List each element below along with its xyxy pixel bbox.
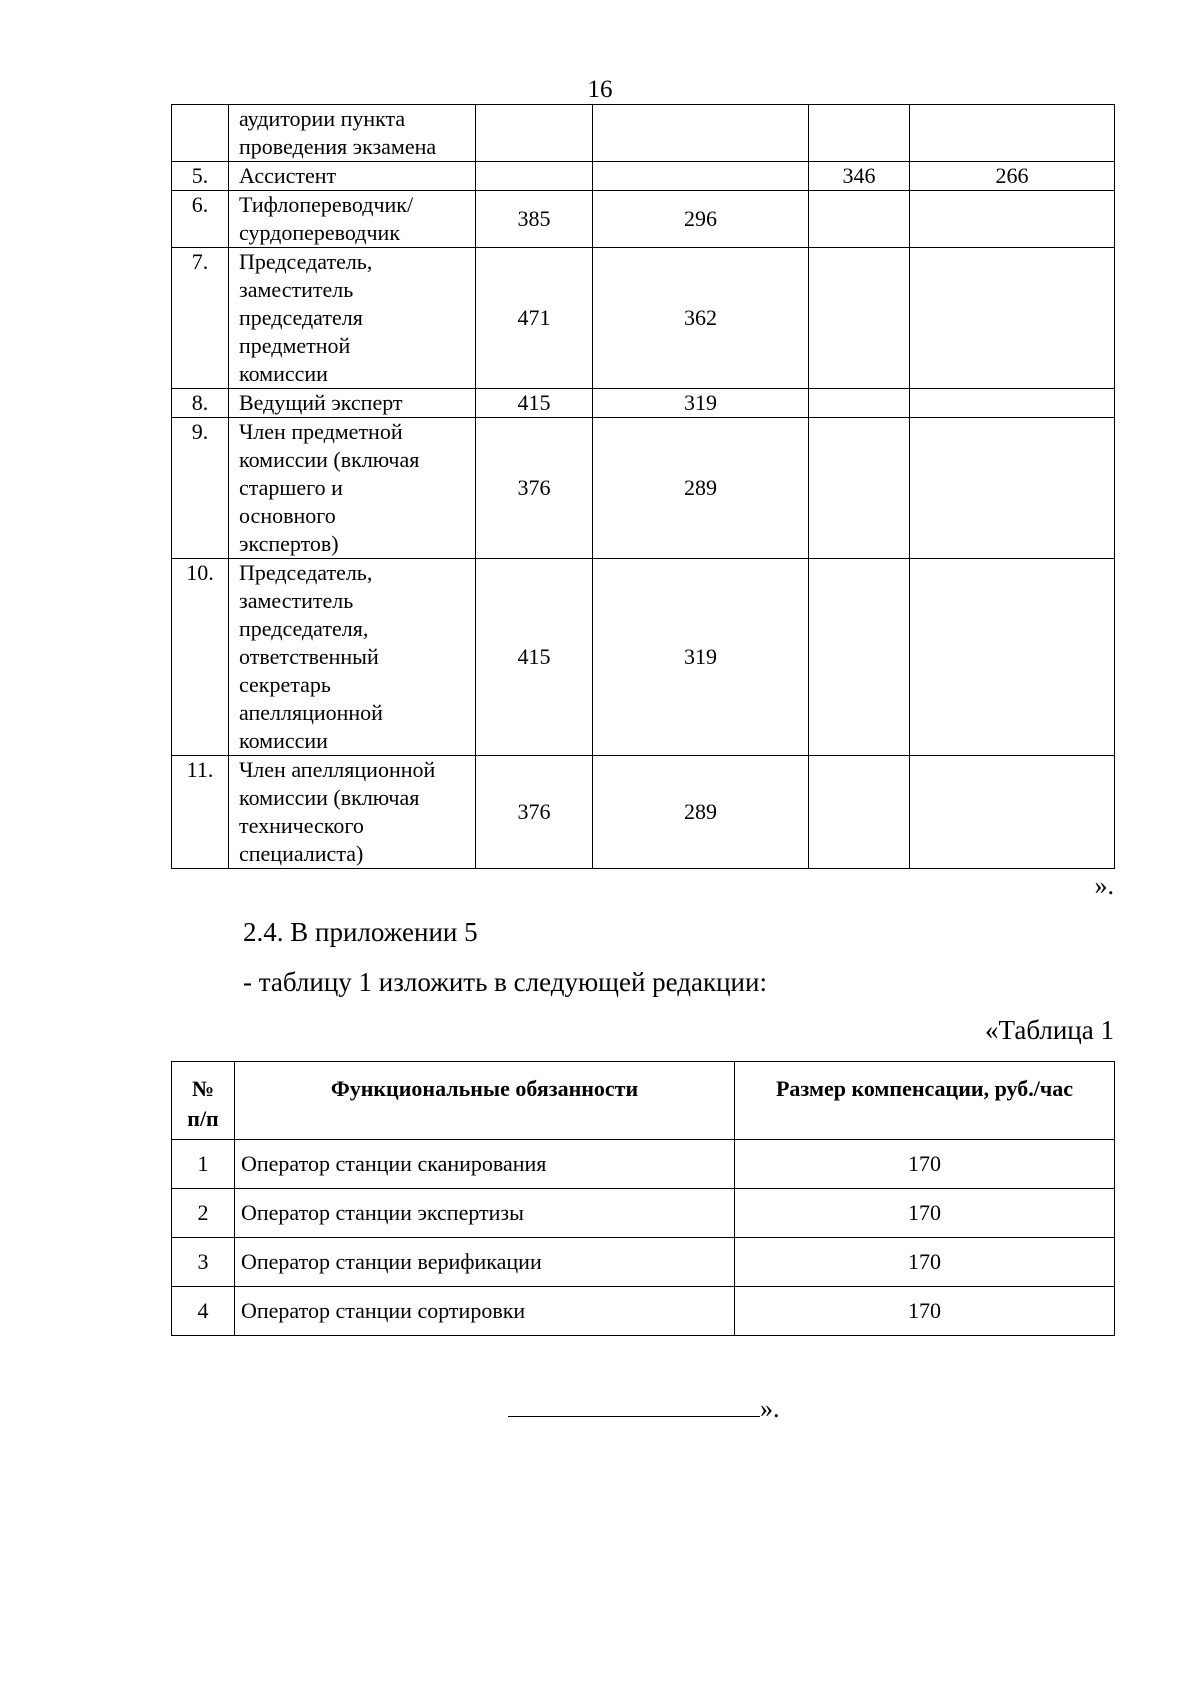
table-row: [172, 1287, 1115, 1336]
role-text-line: комиссии (включая: [239, 785, 420, 810]
rate-cell-c1: [476, 162, 593, 191]
table-row: [172, 1189, 1115, 1238]
row-number: 4: [172, 1287, 235, 1336]
table-row: [172, 1140, 1115, 1189]
rate-cell-c4: [910, 105, 1115, 162]
rate-cell-c3: [809, 248, 910, 389]
row-amount: 170: [735, 1238, 1115, 1287]
rate-cell-c1: [476, 105, 593, 162]
row-number: 10.: [172, 559, 229, 756]
rate-cell-c3: [809, 105, 910, 162]
role-text-line: Ассистент: [239, 163, 337, 188]
table-header-row: [172, 1062, 1115, 1140]
role-text-line: Тифлопереводчик/: [239, 192, 414, 217]
row-role: [229, 248, 476, 389]
role-text-line: аудитории пункта: [239, 106, 406, 131]
row-role: [229, 191, 476, 248]
header-num-symbol: №: [191, 1076, 215, 1101]
header-num-abbr: п/п: [187, 1106, 219, 1131]
compensation-table: [171, 1061, 1115, 1336]
role-text-line: комиссии (включая: [239, 447, 420, 472]
role-text-line: предметной: [239, 333, 351, 358]
rate-cell-c4: [910, 559, 1115, 756]
table-caption: «Таблица 1: [985, 1015, 1114, 1045]
rate-cell-c1: 385: [476, 191, 593, 248]
role-text-line: Председатель,: [239, 249, 373, 274]
row-number: 9.: [172, 418, 229, 559]
table-row: [172, 162, 1115, 191]
row-number: 2: [172, 1189, 235, 1238]
rate-cell-c2: [593, 105, 809, 162]
role-text-line: председателя: [239, 305, 363, 330]
header-num: [172, 1062, 235, 1140]
closing-quote: ».: [1094, 871, 1114, 900]
role-text-line: технического: [239, 813, 364, 838]
amendment-paragraph: 2.4. В приложении 5: [243, 917, 478, 947]
row-number: 7.: [172, 248, 229, 389]
rate-cell-c4: [910, 191, 1115, 248]
role-text-line: проведения экзамена: [239, 134, 437, 159]
row-amount: 170: [735, 1189, 1115, 1238]
role-text-line: старшего и: [239, 475, 343, 500]
table-row: [172, 418, 1115, 559]
table-row: [172, 756, 1115, 869]
table-row: [172, 389, 1115, 418]
rate-cell-c3: [809, 756, 910, 869]
header-duties: Функциональные обязанности: [235, 1062, 735, 1140]
role-text-line: секретарь: [239, 672, 331, 697]
page-number: 16: [587, 76, 613, 103]
table-row: [172, 105, 1115, 162]
role-text-line: Председатель,: [239, 560, 373, 585]
row-number: 11.: [172, 756, 229, 869]
rate-cell-c4: [910, 389, 1115, 418]
rate-cell-c1: 415: [476, 559, 593, 756]
amendment-instruction: - таблицу 1 изложить в следующей редакции:: [243, 967, 767, 997]
row-number: 5.: [172, 162, 229, 191]
row-number: 6.: [172, 191, 229, 248]
row-number: 3: [172, 1238, 235, 1287]
rate-cell-c4: 266: [910, 162, 1115, 191]
row-amount: 170: [735, 1287, 1115, 1336]
rate-cell-c3: 346: [809, 162, 910, 191]
row-role: [229, 418, 476, 559]
rate-cell-c4: [910, 248, 1115, 389]
table-row: [172, 1238, 1115, 1287]
rates-table-body: [172, 105, 1115, 869]
role-text-line: экспертов): [239, 531, 339, 556]
role-text-line: специалиста): [239, 841, 364, 866]
signature-rule: [508, 1388, 760, 1417]
rate-cell-c4: [910, 418, 1115, 559]
row-role: [229, 389, 476, 418]
rate-cell-c1: 415: [476, 389, 593, 418]
row-duty: Оператор станции сортировки: [235, 1287, 735, 1336]
row-amount: 170: [735, 1140, 1115, 1189]
rate-cell-c2: 289: [593, 418, 809, 559]
header-compensation: Размер компенсации, руб./час: [735, 1062, 1115, 1140]
rate-cell-c3: [809, 191, 910, 248]
end-mark: [508, 1388, 780, 1429]
rate-cell-c3: [809, 559, 910, 756]
table-row: [172, 559, 1115, 756]
rate-cell-c2: 319: [593, 389, 809, 418]
role-text-line: Член апелляционной: [239, 757, 436, 782]
row-role: [229, 162, 476, 191]
row-role: [229, 105, 476, 162]
role-text-line: ответственный: [239, 644, 379, 669]
rate-cell-c2: 319: [593, 559, 809, 756]
role-text-line: заместитель: [239, 277, 354, 302]
role-text-line: заместитель: [239, 588, 354, 613]
role-text-line: Член предметной: [239, 419, 403, 444]
rate-cell-c3: [809, 418, 910, 559]
row-duty: Оператор станции сканирования: [235, 1140, 735, 1189]
table-row: [172, 191, 1115, 248]
rate-cell-c3: [809, 389, 910, 418]
row-duty: Оператор станции экспертизы: [235, 1189, 735, 1238]
rate-cell-c2: [593, 162, 809, 191]
role-text-line: председателя,: [239, 616, 369, 641]
rate-cell-c2: 296: [593, 191, 809, 248]
role-text-line: основного: [239, 503, 336, 528]
end-quote: ».: [760, 1394, 780, 1423]
row-role: [229, 756, 476, 869]
role-text-line: Ведущий эксперт: [239, 390, 403, 415]
rate-cell-c2: 289: [593, 756, 809, 869]
row-number: 1: [172, 1140, 235, 1189]
role-text-line: комиссии: [239, 728, 328, 753]
compensation-table-body: [172, 1140, 1115, 1336]
table-row: [172, 248, 1115, 389]
rate-cell-c1: 376: [476, 756, 593, 869]
rate-cell-c1: 376: [476, 418, 593, 559]
row-duty: Оператор станции верификации: [235, 1238, 735, 1287]
role-text-line: сурдопереводчик: [239, 220, 401, 245]
rate-cell-c2: 362: [593, 248, 809, 389]
rates-table-continued: [171, 104, 1115, 869]
rate-cell-c4: [910, 756, 1115, 869]
role-text-line: апелляционной: [239, 700, 383, 725]
role-text-line: комиссии: [239, 361, 328, 386]
rate-cell-c1: 471: [476, 248, 593, 389]
row-role: [229, 559, 476, 756]
row-number: 8.: [172, 389, 229, 418]
row-number: [172, 105, 229, 162]
